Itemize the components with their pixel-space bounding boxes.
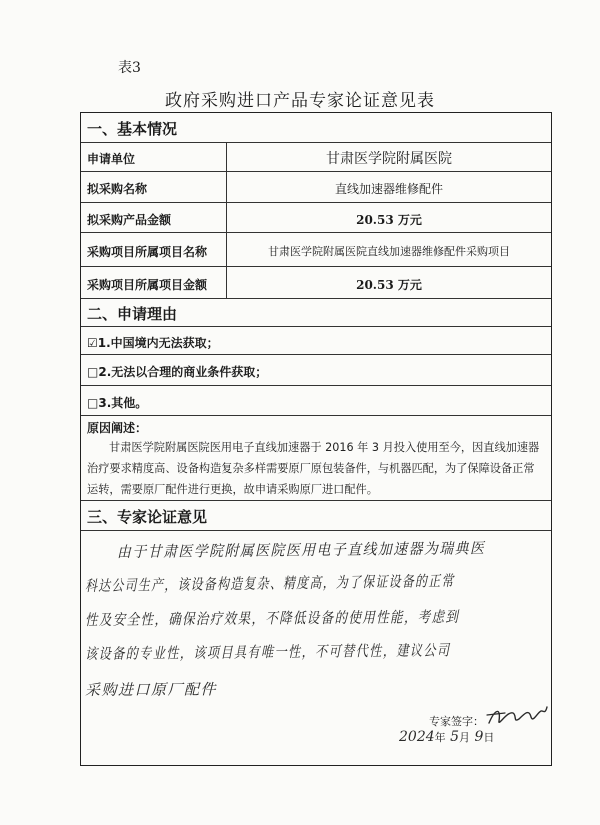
checkbox-icon: □ bbox=[87, 396, 99, 410]
section-reason-header bbox=[81, 299, 551, 327]
date-day: 9 bbox=[474, 729, 484, 745]
section-basic-info-header bbox=[81, 113, 551, 143]
signature-label: 专家签字： bbox=[429, 715, 484, 728]
section-heading: 二、申请理由 bbox=[87, 305, 178, 323]
handwritten-line: 该设备的专业性，该项目具有唯一性，不可替代性，建议公司 bbox=[84, 641, 451, 663]
option-text: 1.中国境内无法获取； bbox=[97, 336, 219, 350]
info-row-applicant bbox=[81, 143, 551, 172]
expert-signature bbox=[485, 701, 551, 731]
row-label: 拟采购产品金额 bbox=[87, 213, 172, 227]
handwritten-line: 采购进口原厂配件 bbox=[84, 680, 218, 699]
info-row-purchase-name bbox=[81, 172, 551, 203]
signature-date bbox=[399, 729, 494, 745]
reason-text: 甘肃医学院附属医院医用电子直线加速器于 2016 年 3 月投入使用至今，因直线加速器治疗要求精度高、设备构造复杂多样需要原厂原包装备件，与机器匹配，为了保障设备正常运转，需要原厂配件进行更换，故申请采购原厂进口配件。 bbox=[87, 441, 540, 496]
reason-label: 原因阐述： bbox=[87, 421, 148, 435]
reason-option-2 bbox=[81, 355, 551, 386]
row-label: 采购项目所属项目金额 bbox=[87, 278, 208, 292]
row-value: 20.53 万元 bbox=[356, 213, 422, 227]
option-text: 3.其他。 bbox=[98, 396, 148, 410]
document-title: 政府采购进口产品专家论证意见表 bbox=[165, 91, 435, 111]
checkbox-icon: □ bbox=[87, 365, 99, 379]
row-value: 直线加速器维修配件 bbox=[334, 182, 443, 196]
section-heading: 三、专家论证意见 bbox=[87, 508, 208, 526]
date-month: 5 bbox=[450, 729, 460, 745]
section-heading: 一、基本情况 bbox=[87, 120, 178, 138]
row-label: 采购项目所属项目名称 bbox=[87, 245, 208, 259]
reason-option-1 bbox=[81, 327, 551, 355]
reason-explanation bbox=[81, 416, 551, 501]
date-day-unit: 日 bbox=[483, 731, 495, 744]
row-label: 申请单位 bbox=[87, 152, 136, 166]
handwritten-line: 科达公司生产，该设备构造复杂、精度高，为了保证设备的正常 bbox=[84, 571, 455, 595]
row-label: 拟采购名称 bbox=[87, 182, 148, 196]
section-expert-opinion-header bbox=[81, 501, 551, 531]
row-value: 20.53 万元 bbox=[356, 278, 422, 292]
info-row-project-amount bbox=[81, 267, 551, 299]
handwritten-line: 由于甘肃医学院附属医院医用电子直线加速器为瑞典医 bbox=[116, 539, 486, 561]
row-value: 甘肃医学院附属医院直线加速器维修配件采购项目 bbox=[268, 245, 510, 258]
date-year-unit: 年 bbox=[434, 731, 446, 744]
table-number: 表3 bbox=[118, 60, 141, 76]
handwritten-line: 性及安全性，确保治疗效果，不降低设备的使用性能，考虑到 bbox=[84, 607, 460, 629]
date-month-unit: 月 bbox=[459, 731, 471, 744]
reason-option-3 bbox=[81, 386, 551, 416]
info-row-product-amount bbox=[81, 203, 551, 233]
checkbox-checked-icon: ☑ bbox=[87, 336, 98, 350]
row-value: 甘肃医学院附属医院 bbox=[326, 151, 452, 167]
option-text: 2.无法以合理的商业条件获取； bbox=[98, 365, 268, 379]
date-year: 2024 bbox=[399, 729, 435, 745]
info-row-project-name bbox=[81, 233, 551, 267]
expert-opinion-form bbox=[80, 112, 552, 766]
